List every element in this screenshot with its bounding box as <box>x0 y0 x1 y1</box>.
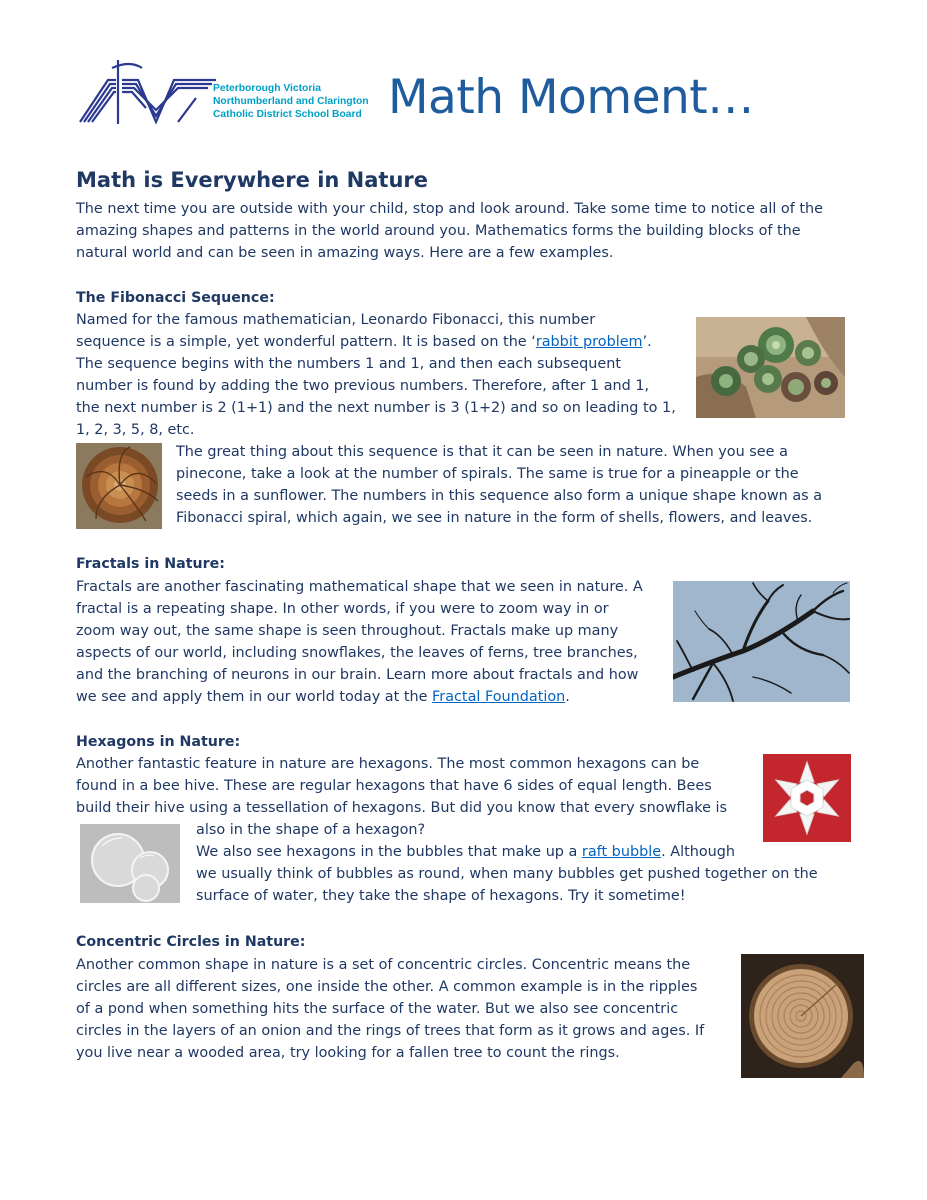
raft-bubbles-photo <box>80 824 180 903</box>
hexagons-heading: Hexagons in Nature: <box>76 734 241 750</box>
text-line: Fibonacci spiral, which again, we see in nature in the form of shells, flowers, and leaves. <box>176 510 813 526</box>
text-line: we usually think of bubbles as round, when many bubbles get pushed together on the <box>196 866 818 882</box>
text-line: Fractals are another fascinating mathematical shape that we seen in nature. A <box>76 579 643 595</box>
text-line: amazing shapes and patterns in the world around you. Mathematics forms the building blocks of the <box>76 223 801 239</box>
board-name <box>213 82 383 121</box>
hexagons-paragraph <box>76 753 818 907</box>
fibonacci-paragraph <box>76 309 676 441</box>
snowflake-photo <box>763 754 851 842</box>
concentric-paragraph <box>76 954 704 1064</box>
text-line: of a pond when something hits the surface of the water. But we also see concentric <box>76 1001 679 1017</box>
text-fragment: we see and apply them in our world today at the <box>76 689 433 705</box>
text-line <box>76 331 676 353</box>
fibonacci-heading: The Fibonacci Sequence: <box>76 290 275 306</box>
text-line: seeds in a sunflower. The numbers in this sequence also form a unique shape known as a <box>176 488 823 504</box>
fibonacci-paragraph-2 <box>176 441 822 529</box>
concentric-heading: Concentric Circles in Nature: <box>76 934 306 950</box>
text-line: the next number is 2 (1+1) and the next number is 3 (1+2) and so on leading to 1, <box>76 400 676 416</box>
page-title: Math Moment… <box>388 70 754 125</box>
raft-bubble-link[interactable]: raft bubble <box>581 844 662 860</box>
text-line: zoom way out, the same shape is seen throughout. Fractals make up many <box>76 623 619 639</box>
fractals-paragraph <box>76 576 643 708</box>
text-line <box>76 841 818 863</box>
text-fragment: We also see hexagons in the bubbles that make up a <box>196 844 582 860</box>
text-line: you live near a wooded area, try looking for a fallen tree to count the rings. <box>76 1045 620 1061</box>
intro-heading: Math is Everywhere in Nature <box>76 168 428 192</box>
board-name-line: Northumberland and Clarington <box>213 96 369 107</box>
text-line: aspects of our world, including snowflakes, the leaves of ferns, tree branches, <box>76 645 638 661</box>
text-fragment: ’. <box>642 334 652 350</box>
text-line <box>76 686 643 708</box>
text-line: found in a bee hive. These are regular hexagons that have 6 sides of equal length. Bees <box>76 778 712 794</box>
text-fragment: . <box>565 689 570 705</box>
intro-paragraph <box>76 198 823 264</box>
succulents-photo <box>696 317 845 418</box>
text-line: 1, 2, 3, 5, 8, etc. <box>76 422 195 438</box>
text-line: Another common shape in nature is a set of concentric circles. Concentric means the <box>76 957 691 973</box>
text-line: Another fantastic feature in nature are hexagons. The most common hexagons can be <box>76 756 700 772</box>
tree-rings-photo <box>741 954 864 1078</box>
text-fragment: sequence is a simple, yet wonderful pattern. It is based on the ‘ <box>76 334 536 350</box>
rabbit-problem-link[interactable]: rabbit problem <box>535 334 643 350</box>
tree-branches-photo <box>673 581 850 702</box>
text-line: The great thing about this sequence is that it can be seen in nature. When you see a <box>176 444 788 460</box>
text-line: build their hive using a tessellation of hexagons. But did you know that every snowflake is <box>76 800 727 816</box>
text-line: also in the shape of a hexagon? <box>196 822 426 838</box>
text-fragment: . Although <box>661 844 736 860</box>
text-line: The sequence begins with the numbers 1 and 1, and then each subsequent <box>76 356 622 372</box>
fractal-foundation-link[interactable]: Fractal Foundation <box>432 689 566 705</box>
text-line: pinecone, take a look at the number of spirals. The same is true for a pineapple or the <box>176 466 799 482</box>
board-name-line: Peterborough Victoria <box>213 83 321 94</box>
text-line: fractal is a repeating shape. In other words, if you were to zoom way in or <box>76 601 609 617</box>
pinecone-photo <box>76 443 162 529</box>
fractals-heading: Fractals in Nature: <box>76 556 225 572</box>
text-line: and the branching of neurons in our brain. Learn more about fractals and how <box>76 667 639 683</box>
text-line: The next time you are outside with your child, stop and look around. Take some time to notice all of the <box>76 201 823 217</box>
text-line: circles in the layers of an onion and the rings of trees that form as it grows and ages. If <box>76 1023 705 1039</box>
text-line: natural world and can be seen in amazing ways. Here are a few examples. <box>76 245 614 261</box>
text-line: Named for the famous mathematician, Leonardo Fibonacci, this number <box>76 312 596 328</box>
text-line: surface of water, they take the shape of hexagons. Try it sometime! <box>196 888 686 904</box>
text-line: number is found by adding the two previous numbers. Therefore, after 1 and 1, <box>76 378 650 394</box>
board-logo-icon <box>78 58 218 128</box>
board-name-line: Catholic District School Board <box>213 109 362 120</box>
text-line: circles are all different sizes, one inside the other. A common example is in the ripples <box>76 979 698 995</box>
